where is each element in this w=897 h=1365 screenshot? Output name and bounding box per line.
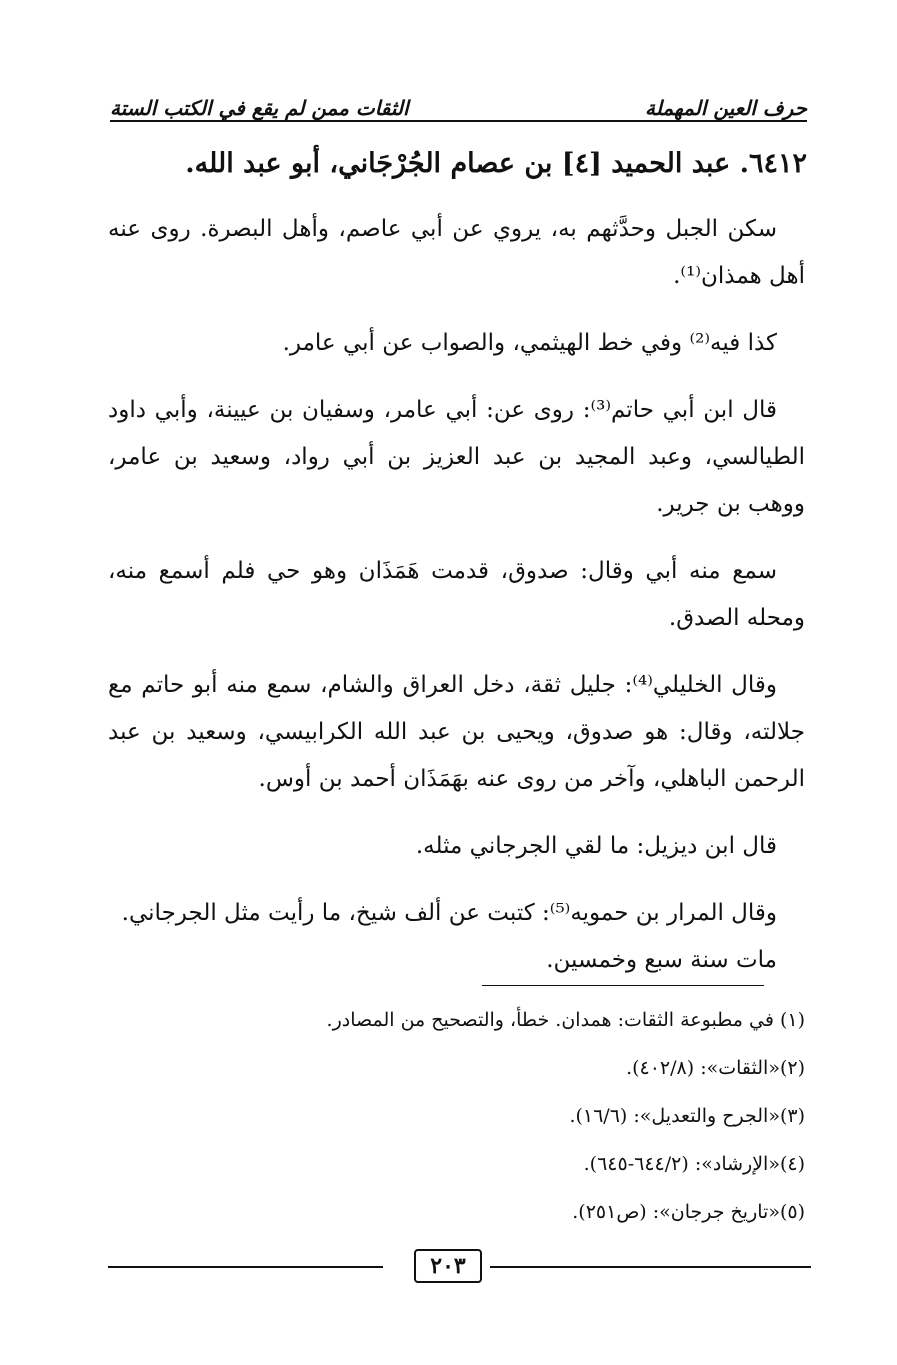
footer-rule-right: [490, 1266, 811, 1268]
page-number-label: ٢٠٣: [414, 1249, 481, 1283]
footer-rule-left: [108, 1266, 383, 1268]
paragraph: سكن الجبل وحدَّثهم به، يروي عن أبي عاصم، وأهل البصرة. روى عنه أهل همذان⁽¹⁾.: [108, 216, 805, 289]
paragraph: وقال المرار بن حمويه⁽⁵⁾: كتبت عن ألف شيخ، ما رأيت مثل الجرجاني.: [121, 900, 777, 926]
header-book-title: الثقات ممن لم يقع في الكتب الستة: [110, 96, 409, 120]
page-number: [398, 1246, 498, 1286]
paragraph: قال ابن ديزيل: ما لقي الجرجاني مثله.: [415, 833, 777, 859]
footnote: (١) في مطبوعة الثقات: همدان. خطأ، والتصحيح من المصادر.: [326, 1009, 805, 1031]
header-rule: [110, 120, 807, 122]
footnote: (٣)«الجرح والتعديل»: (١٦/٦).: [569, 1105, 805, 1127]
entry-title: ٦٤١٢. عبد الحميد [٤] بن عصام الجُرْجَاني، أبو عبد الله.: [185, 148, 807, 179]
footnotes: [108, 996, 805, 1236]
header-chapter: حرف العين المهملة: [645, 96, 807, 120]
footnote: (٥)«تاريخ جرجان»: (ص٢٥١).: [572, 1201, 805, 1223]
paragraph: كذا فيه⁽²⁾ وفي خط الهيثمي، والصواب عن أبي عامر.: [282, 330, 777, 356]
footnote: (٢)«الثقات»: (٤٠٢/٨).: [626, 1057, 805, 1079]
running-header: [110, 84, 807, 120]
paragraph: قال ابن أبي حاتم⁽³⁾: روى عن: أبي عامر، وسفيان بن عيينة، وأبي داود الطيالسي، وعبد المجيد بن عبد العزيز بن أبي رواد، وسعيد بن عامر، ووهب بن جرير.: [108, 397, 805, 517]
footnote: (٤)«الإرشاد»: (٦٤٤/٢-٦٤٥).: [583, 1153, 805, 1175]
entry-body: [108, 206, 805, 1004]
paragraph: وقال الخليلي⁽⁴⁾: جليل ثقة، دخل العراق والشام، سمع منه أبو حاتم مع جلالته، وقال: هو صدوق، ويحيى بن عبد الله الكرابيسي، وسعيد بن عبد الرحمن الباهلي، وآخر من روى عنه بهَمَذَان أحمد بن أوس.: [108, 672, 805, 792]
paragraph: مات سنة سبع وخمسين.: [546, 947, 777, 973]
footnote-separator: [482, 985, 764, 986]
paragraph: سمع منه أبي وقال: صدوق، قدمت هَمَذَان وهو حي فلم أسمع منه، ومحله الصدق.: [108, 558, 805, 631]
